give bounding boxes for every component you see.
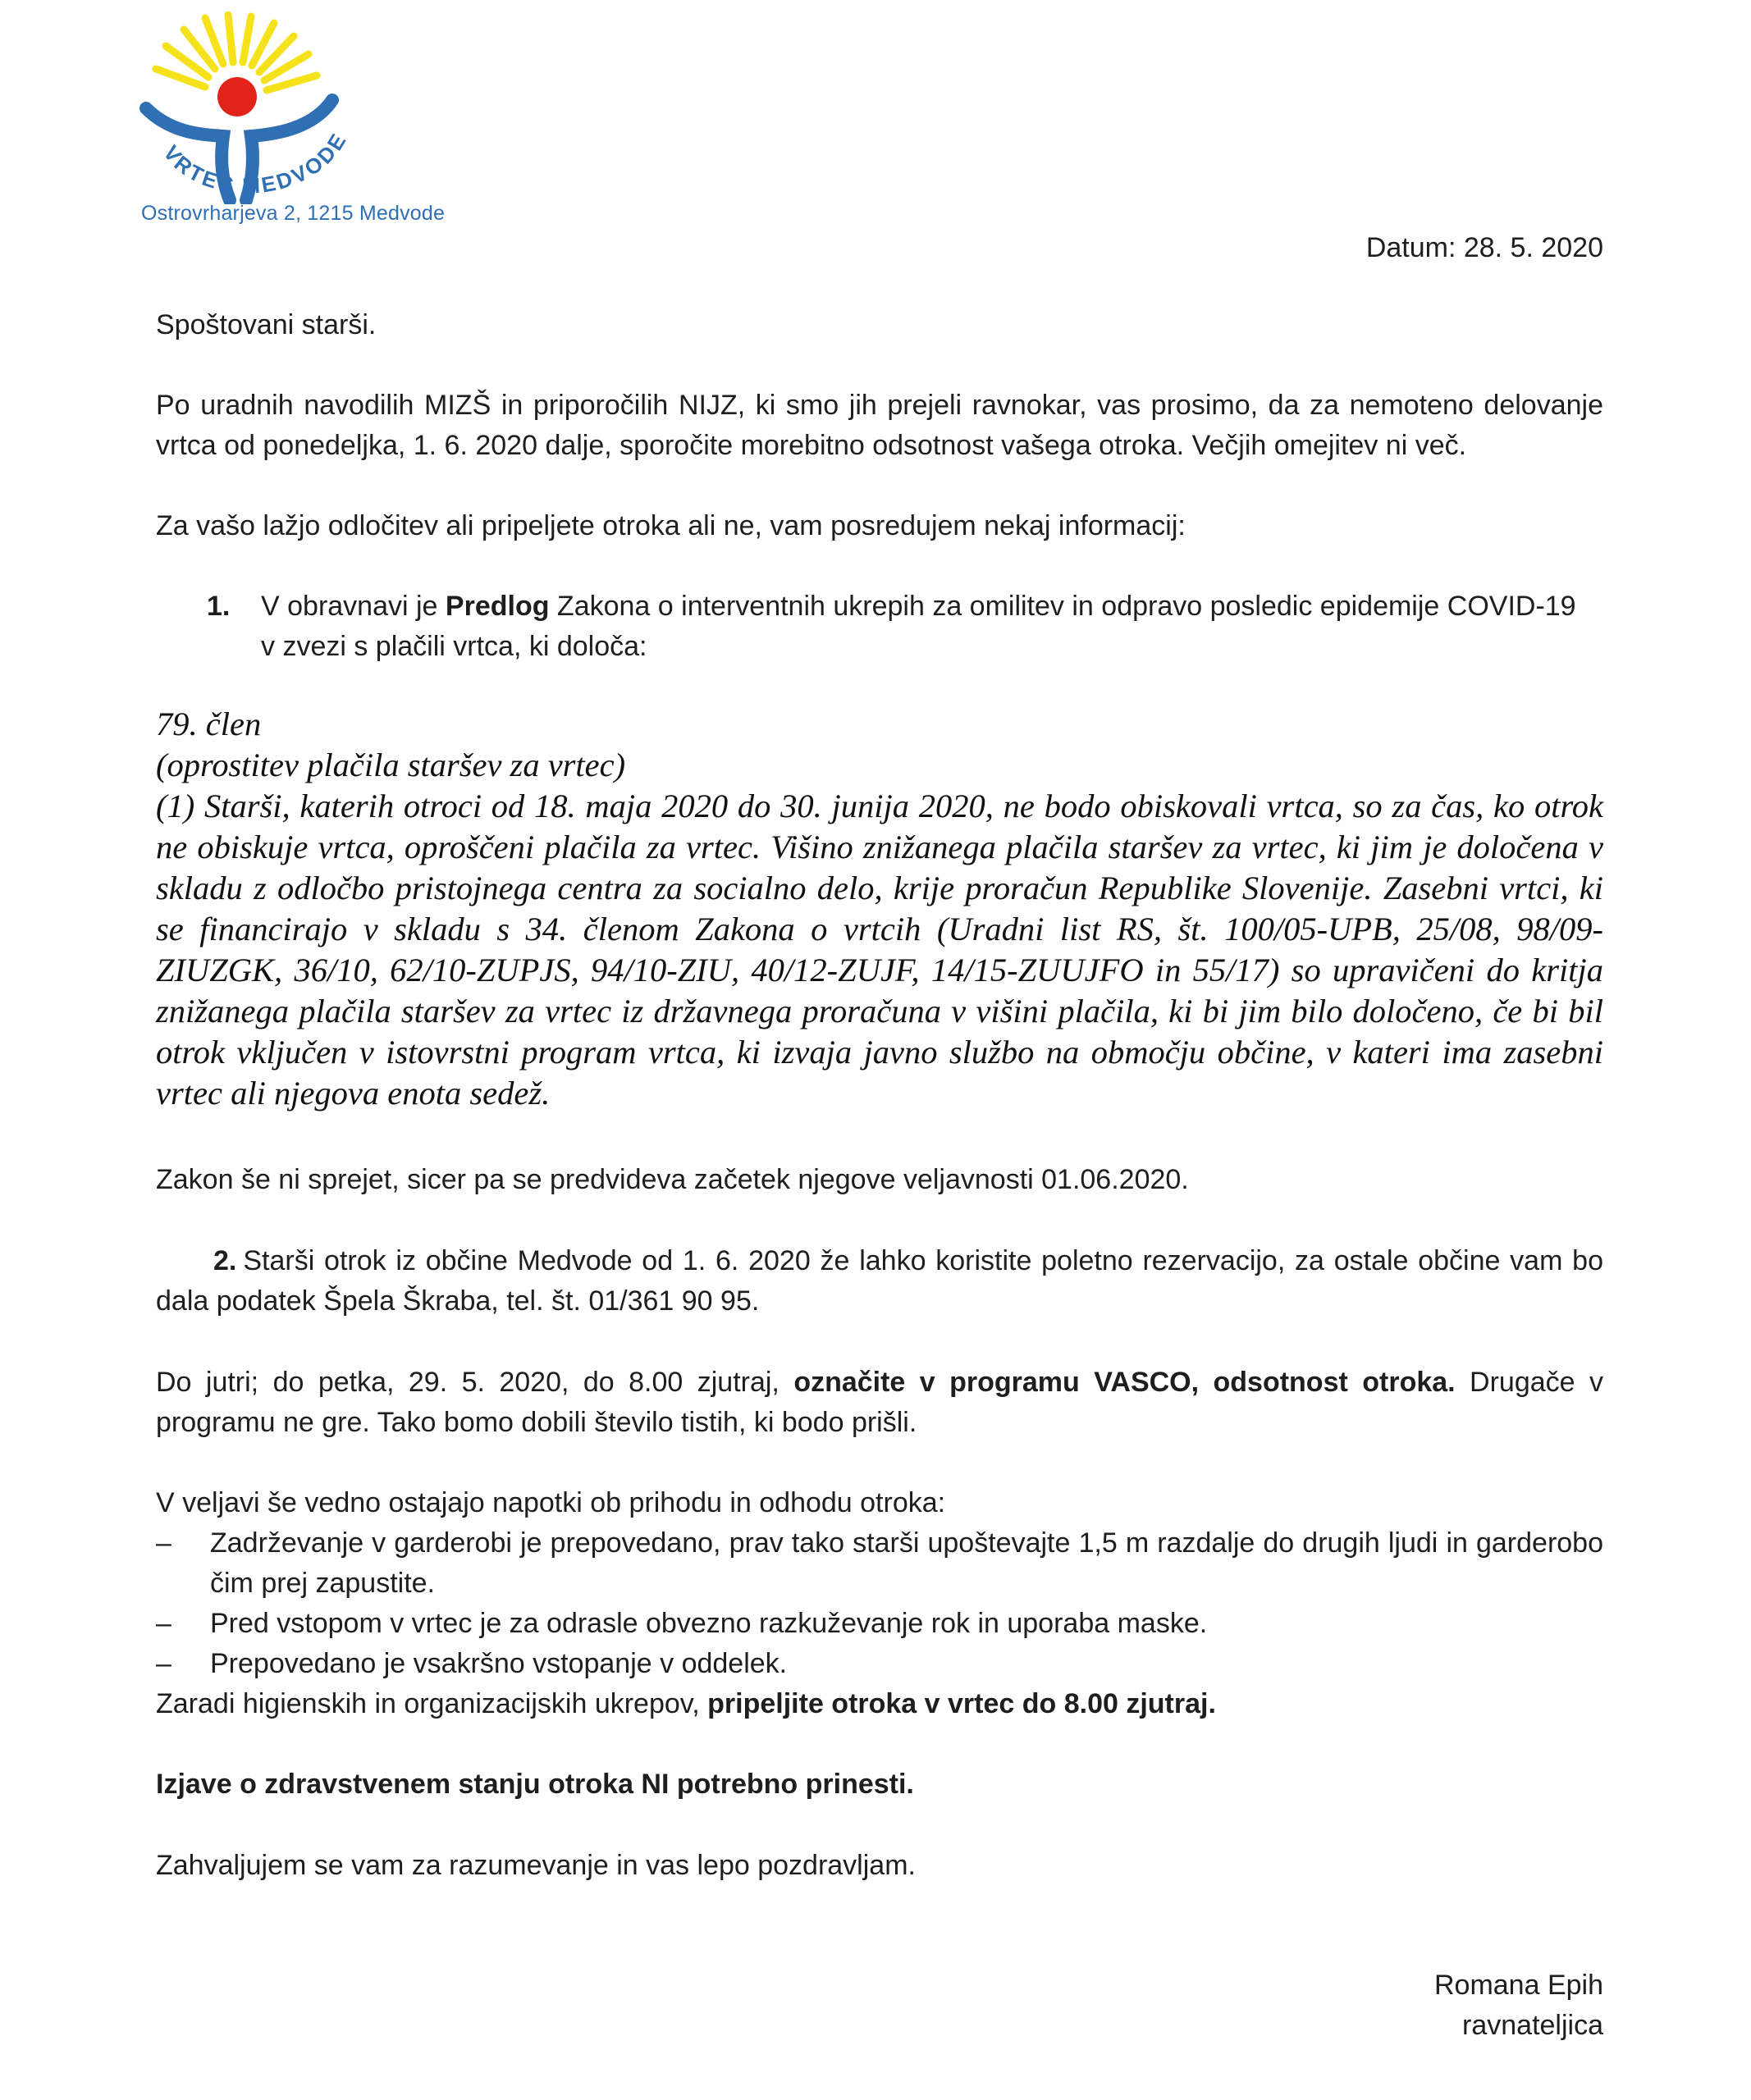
hygiene-before: Zaradi higienskih in organizacijskih ukrepov,	[156, 1688, 708, 1719]
hygiene-bold: pripeljite otroka v vrtec do 8.00 zjutraj.	[707, 1688, 1216, 1719]
list-item-text: Prepovedano je vsakršno vstopanje v oddelek.	[210, 1648, 788, 1679]
list-item-text: Zadrževanje v garderobi je prepovedano, prav tako starši upoštevajte 1,5 m razdalje do drugih ljudi in garderobo čim prej zapustite.	[210, 1527, 1603, 1599]
instructions-list	[156, 1523, 1603, 1684]
item-2	[156, 1241, 1603, 1322]
intro-paragraph-2: Za vašo lažjo odločitev ali pripeljete otroka ali ne, vam posredujem nekaj informacij:	[156, 510, 1186, 541]
list-item	[156, 1523, 1603, 1604]
deadline-before: Do jutri; do petka, 29. 5. 2020, do 8.00 zjutraj,	[156, 1367, 794, 1398]
law-excerpt	[156, 704, 1603, 1114]
item-2-number: 2.	[213, 1245, 237, 1276]
hygiene-paragraph	[156, 1684, 1216, 1724]
list-item	[156, 1644, 1603, 1684]
health-statement-note: Izjave o zdravstvenem stanju otroka NI potrebno prinesti.	[156, 1769, 914, 1800]
signatory-role: ravnateljica	[1462, 2010, 1603, 2041]
law-article: 79. člen	[156, 705, 262, 742]
item-1-text-before: V obravnavi je	[261, 591, 446, 622]
item-1-number: 1.	[207, 591, 231, 622]
intro-paragraph: Po uradnih navodilih MIZŠ in priporočilih NIJZ, ki smo jih prejeli ravnokar, vas prosimo, da za nemoteno delovanje vrtca od ponedeljka, 1. 6. 2020 dalje, sporočite morebitno odsotnost vašega otroka. Večjih omejitev ni več.	[156, 390, 1603, 461]
signature-block	[1434, 1965, 1603, 2046]
instructions-intro: V veljavi še vedno ostajajo napotki ob prihodu in odhodu otroka:	[156, 1487, 946, 1518]
signatory-name: Romana Epih	[1433, 1970, 1603, 2001]
greeting: Spoštovani starši.	[156, 309, 377, 340]
dash-bullet-icon: –	[156, 1527, 171, 1559]
law-body: (1) Starši, katerih otroci od 18. maja 2020 do 30. junija 2020, ne bodo obiskovali vrtca, so za čas, ko otrok ne obiskuje vrtca, oproščeni plačila za vrtec. Višino znižanega plačila staršev za vrtec, ki jim je določena v skladu z odločbo pristojnega centra za socialno delo, krije proračun Republike Slovenije. Zasebni vrtci, ki se financirajo v skladu s 34. členom Zakona o vrtcih (Uradni list RS, št. 100/05-UPB, 25/08, 98/09-ZIUZGK, 36/10, 62/10-ZUPJS, 94/10-ZIU, 40/12-ZUJF, 14/15-ZUUJFO in 55/17) so upravičeni do kritja znižanega plačila staršev za vrtec iz državnega proračuna v višini plačila, ki bi jim bilo določeno, če bi bil otrok vključen v istovrstni program vrtca, ki izvaja javno službo na območju občine, v kateri ima zasebni vrtec ali njegova enota sedež.	[156, 788, 1603, 1112]
letter-date: Datum: 28. 5. 2020	[1365, 232, 1603, 263]
law-status-note: Zakon še ni sprejet, sicer pa se predvideva začetek njegove veljavnosti 01.06.2020.	[156, 1164, 1189, 1195]
sun-figure-logo-icon	[123, 11, 386, 204]
kindergarten-address: Ostrovrharjeva 2, 1215 Medvode	[141, 202, 446, 225]
item-2-text: Starši otrok iz občine Medvode od 1. 6. 2020 že lahko koristite poletno rezervacijo, za ostale občine vam bo dala podatek Špela Škraba, tel. št. 01/361 90 95.	[156, 1245, 1603, 1317]
dash-bullet-icon: –	[156, 1648, 171, 1679]
item-1-bold: Predlog	[445, 591, 550, 622]
dash-bullet-icon: –	[156, 1608, 171, 1639]
deadline-after: Drugače v programu ne gre. Tako bomo dobili število tistih, ki bodo prišli.	[156, 1367, 1603, 1438]
closing-line: Zahvaljujem se vam za razumevanje in vas lepo pozdravljam.	[156, 1850, 916, 1881]
deadline-bold: označite v programu VASCO, odsotnost otroka.	[793, 1367, 1456, 1398]
list-item-text: Pred vstopom v vrtec je za odrasle obvezno razkuževanje rok in uporaba maske.	[210, 1608, 1208, 1639]
law-title: (oprostitev plačila staršev za vrtec)	[156, 746, 626, 783]
list-item	[156, 1604, 1603, 1644]
item-1-text-after: Zakona o interventnih ukrepih za omilitev in odpravo posledic epidemije COVID-19 v zvezi s plačili vrtca, ki določa:	[261, 591, 1576, 662]
kindergarten-logo	[123, 11, 451, 237]
item-1-text	[261, 587, 1590, 667]
logo-text: VRTEC MEDVODE	[158, 127, 352, 199]
deadline-paragraph	[156, 1363, 1603, 1443]
